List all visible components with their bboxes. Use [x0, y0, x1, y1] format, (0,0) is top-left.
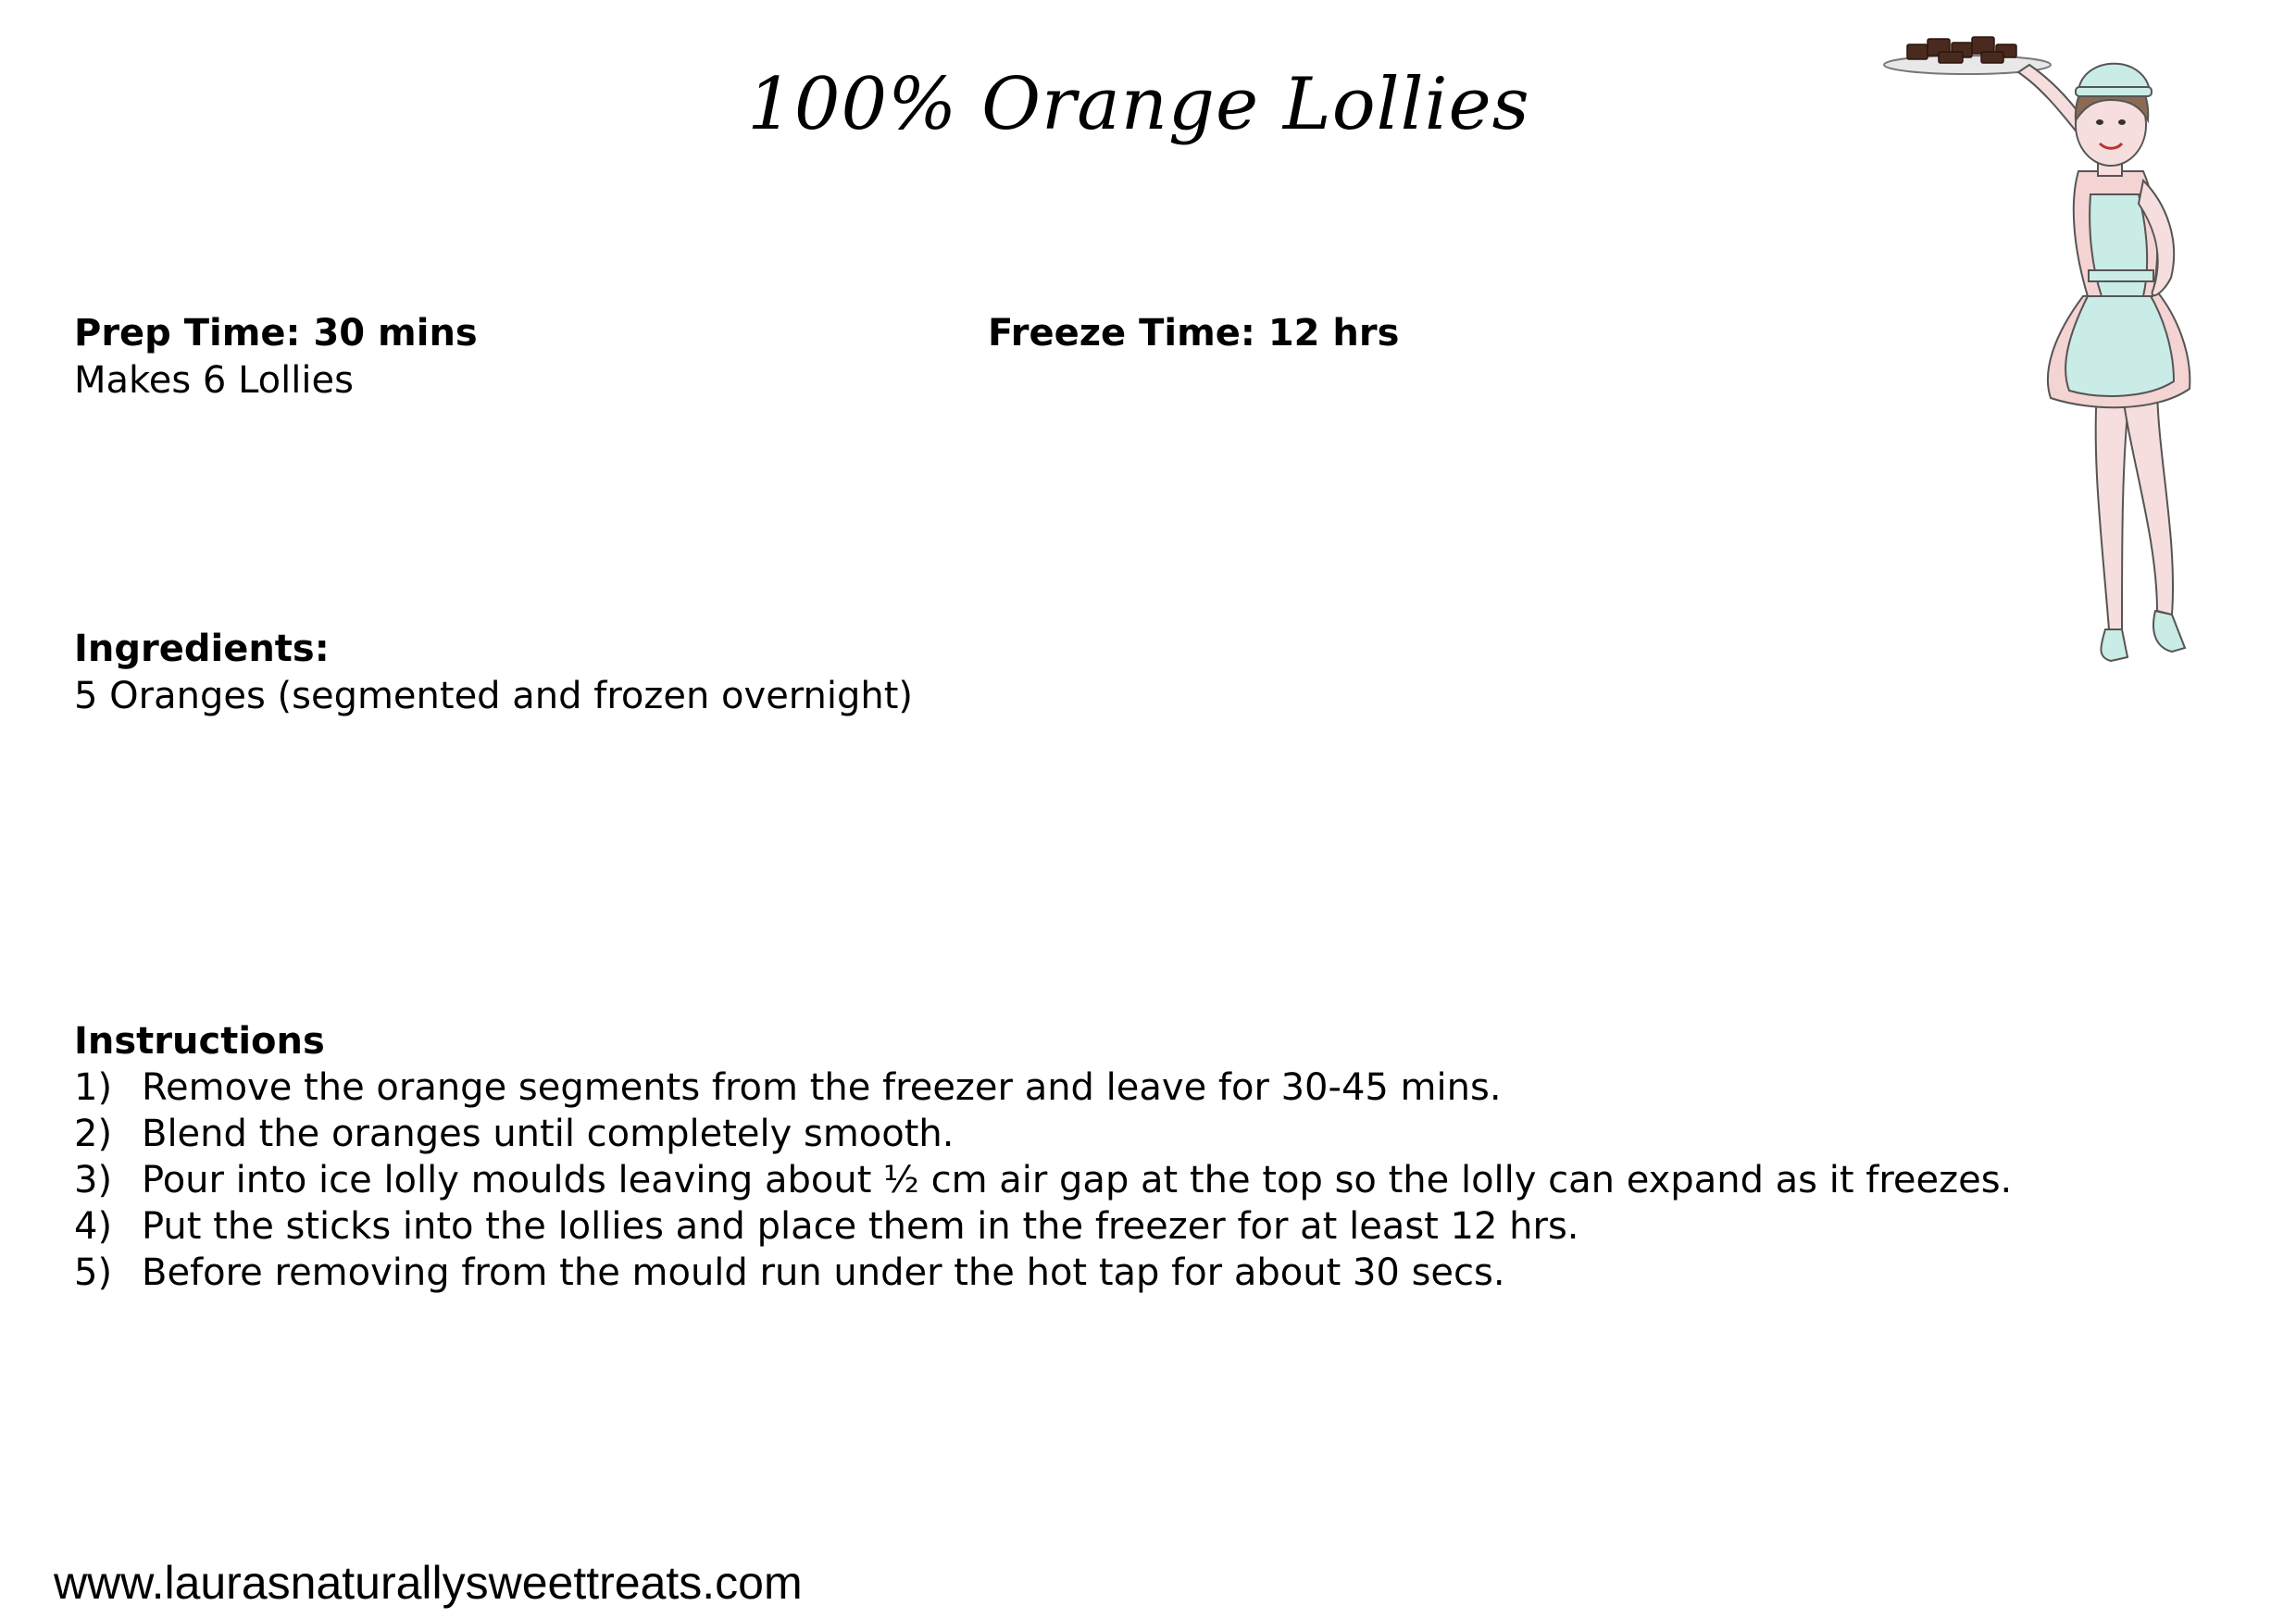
recipe-meta-right [988, 310, 1399, 357]
prep-time: Prep Time: 30 mins [74, 312, 478, 355]
instruction-step [74, 1203, 2012, 1250]
instruction-step [74, 1250, 2012, 1296]
ingredients-section [74, 626, 913, 720]
step-text: Remove the orange segments from the freezer and leave for 30-45 mins. [142, 1066, 1502, 1109]
instructions-section [74, 1018, 2012, 1296]
step-number: 3) [74, 1159, 113, 1201]
step-text: Pour into ice lolly moulds leaving about ½ cm air gap at the top so the lolly can expand as it freezes. [142, 1159, 2013, 1201]
step-text: Put the sticks into the lollies and place them in the freezer for at least 12 hrs. [142, 1205, 1579, 1248]
step-number: 1) [74, 1066, 113, 1109]
recipe-title: 100% Orange Lollies [747, 63, 1530, 146]
step-number: 4) [74, 1205, 113, 1248]
step-text: Before removing from the mould run under the hot tap for about 30 secs. [142, 1251, 1505, 1294]
instruction-step [74, 1157, 2012, 1203]
step-number: 2) [74, 1113, 113, 1155]
instruction-step [74, 1064, 2012, 1111]
instructions-heading: Instructions [74, 1020, 325, 1063]
website-url: www.laurasnaturallysweettreats.com [54, 1557, 803, 1609]
recipe-meta-left [74, 310, 478, 404]
ingredients-heading: Ingredients: [74, 628, 330, 670]
step-number: 5) [74, 1251, 113, 1294]
instructions-list [74, 1064, 2012, 1296]
instruction-step [74, 1111, 2012, 1157]
makes-count: Makes 6 Lollies [74, 359, 354, 402]
pinup-waitress-with-tray-icon [1879, 19, 2287, 703]
freeze-time: Freeze Time: 12 hrs [988, 312, 1400, 355]
ingredient-item: 5 Oranges (segmented and frozen overnight) [74, 675, 914, 717]
step-text: Blend the oranges until completely smooth. [142, 1113, 955, 1155]
